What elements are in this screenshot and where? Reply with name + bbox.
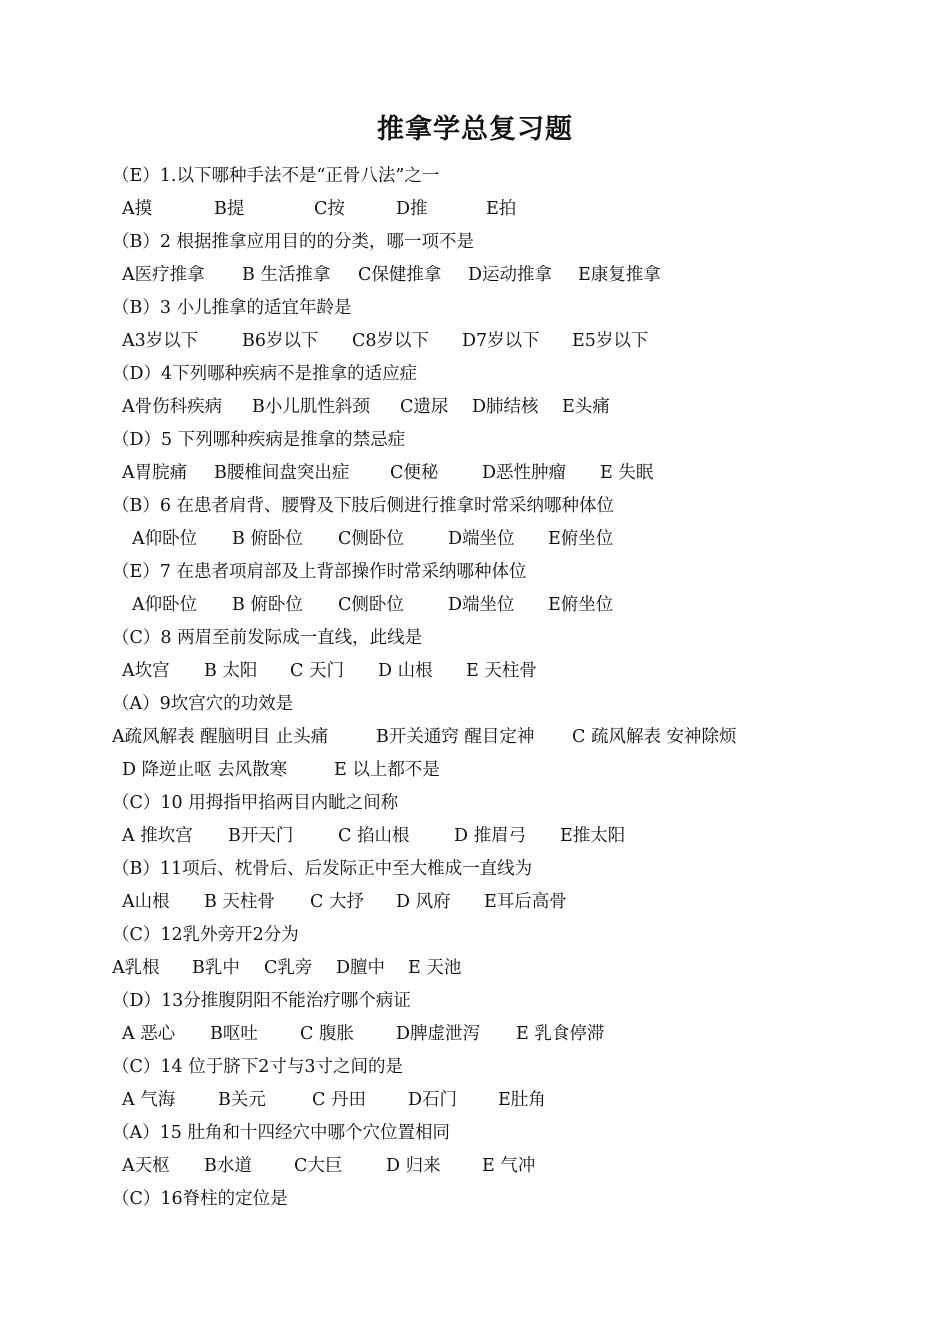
option: C按 [314, 199, 345, 219]
option: C 疏风解表 安神除烦 [572, 727, 737, 747]
option: C遗尿 [400, 397, 449, 417]
question-3: （B）3 小儿推拿的适宜年龄是 [112, 298, 352, 318]
question-12-options [112, 952, 872, 985]
option: E 气冲 [482, 1156, 536, 1176]
option: C侧卧位 [338, 595, 404, 615]
option: B开关通窍 醒目定神 [376, 727, 535, 747]
question-7-options [112, 589, 872, 622]
question-9-options-continued [112, 754, 872, 787]
question-9-options [112, 721, 872, 754]
option: C侧卧位 [338, 529, 404, 549]
question-16: （C）16脊柱的定位是 [112, 1189, 288, 1209]
question-2-options [112, 259, 872, 292]
question-14: （C）14 位于脐下2寸与3寸之间的是 [112, 1057, 403, 1077]
option: D恶性肿瘤 [482, 463, 567, 483]
question-15: （A）15 肚角和十四经穴中哪个穴位置相同 [112, 1123, 450, 1143]
option: A乳根 [112, 958, 160, 978]
option: A摸 [122, 199, 153, 219]
question-2: （B）2 根据推拿应用目的的分类，哪一项不是 [112, 232, 475, 252]
question-6: （B）6 在患者肩背、腰臀及下肢后侧进行推拿时常采纳哪种体位 [112, 496, 615, 516]
option: B小儿肌性斜颈 [252, 397, 370, 417]
option: D脾虚泄泻 [396, 1024, 481, 1044]
option: E 天池 [408, 958, 462, 978]
option: E俯坐位 [548, 595, 614, 615]
option: D 风府 [396, 892, 451, 912]
option: E推太阳 [560, 826, 626, 846]
question-4: （D）4下列哪种疾病不是推拿的适应症 [112, 364, 418, 384]
option: C 腹胀 [300, 1024, 354, 1044]
option: E5岁以下 [572, 331, 649, 351]
option: A山根 [122, 892, 170, 912]
option: D石门 [408, 1090, 458, 1110]
option: C8岁以下 [352, 331, 430, 351]
option: D端坐位 [448, 529, 515, 549]
question-1: （E）1.以下哪种手法不是“正骨八法”之一 [112, 166, 440, 186]
question-13-options [112, 1018, 872, 1051]
option: A仰卧位 [132, 595, 198, 615]
option: E耳后高骨 [484, 892, 567, 912]
question-12: （C）12乳外旁开2分为 [112, 925, 299, 945]
option: E俯坐位 [548, 529, 614, 549]
question-5-options [112, 457, 872, 490]
option: A疏风解表 醒脑明目 止头痛 [112, 727, 329, 747]
option: B 生活推拿 [242, 265, 331, 285]
question-13: （D）13分推腹阴阳不能治疗哪个病证 [112, 991, 411, 1011]
option: D7岁以下 [462, 331, 540, 351]
option: B水道 [204, 1156, 252, 1176]
option: B 俯卧位 [232, 595, 303, 615]
option: E康复推拿 [578, 265, 661, 285]
option: D 推眉弓 [454, 826, 527, 846]
option: A 推坎宫 [122, 826, 193, 846]
option: A骨伤科疾病 [122, 397, 223, 417]
option: D 山根 [378, 661, 433, 681]
option: B6岁以下 [242, 331, 319, 351]
question-14-options [112, 1084, 872, 1117]
option: A胃脘痛 [122, 463, 188, 483]
question-10-options [112, 820, 872, 853]
option: A天枢 [122, 1156, 170, 1176]
option: B开天门 [228, 826, 294, 846]
option: C便秘 [390, 463, 439, 483]
option: B乳中 [192, 958, 240, 978]
option: B关元 [218, 1090, 266, 1110]
option: D 降逆止呕 去风散寒 [122, 760, 288, 780]
question-7: （E）7 在患者项肩部及上背部操作时常采纳哪种体位 [112, 562, 527, 582]
option: C 掐山根 [338, 826, 410, 846]
question-5: （D）5 下列哪种疾病是推拿的禁忌症 [112, 430, 406, 450]
question-list [112, 160, 872, 1216]
option: D肺结核 [472, 397, 539, 417]
option: E 失眠 [600, 463, 654, 483]
option: E 以上都不是 [334, 760, 440, 780]
question-6-options [112, 523, 872, 556]
question-1-options [112, 193, 872, 226]
question-8-options [112, 655, 872, 688]
option: B 俯卧位 [232, 529, 303, 549]
option: D端坐位 [448, 595, 515, 615]
option: C保健推拿 [358, 265, 442, 285]
option: A 恶心 [122, 1024, 176, 1044]
option: D膻中 [336, 958, 386, 978]
option: C 天门 [290, 661, 344, 681]
option: C 大抒 [310, 892, 364, 912]
option: A医疗推拿 [122, 265, 205, 285]
option: E 乳食停滞 [516, 1024, 605, 1044]
option: A坎宫 [122, 661, 170, 681]
question-11: （B）11项后、枕骨后、后发际正中至大椎成一直线为 [112, 859, 533, 879]
option: D运动推拿 [468, 265, 553, 285]
option: B 天柱骨 [204, 892, 275, 912]
option: E头痛 [562, 397, 610, 417]
option: D 归来 [386, 1156, 441, 1176]
option: E 天柱骨 [466, 661, 537, 681]
question-4-options [112, 391, 872, 424]
page-title: 推拿学总复习题 [377, 114, 573, 145]
question-9: （A）9坎宫穴的功效是 [112, 694, 294, 714]
option: E肚角 [498, 1090, 546, 1110]
option: A 气海 [122, 1090, 176, 1110]
option: E拍 [486, 199, 517, 219]
option: D推 [396, 199, 428, 219]
question-10: （C）10 用拇指甲掐两目内眦之间称 [112, 793, 399, 813]
option: C大巨 [294, 1156, 343, 1176]
option: A仰卧位 [132, 529, 198, 549]
question-15-options [112, 1150, 872, 1183]
question-11-options [112, 886, 872, 919]
question-8: （C）8 两眉至前发际成一直线，此线是 [112, 628, 423, 648]
option: C乳旁 [264, 958, 313, 978]
question-3-options [112, 325, 872, 358]
option: C 丹田 [312, 1090, 366, 1110]
option: A3岁以下 [122, 331, 199, 351]
option: B腰椎间盘突出症 [214, 463, 350, 483]
option: B 太阳 [204, 661, 258, 681]
option: B呕吐 [210, 1024, 258, 1044]
option: B提 [214, 199, 245, 219]
